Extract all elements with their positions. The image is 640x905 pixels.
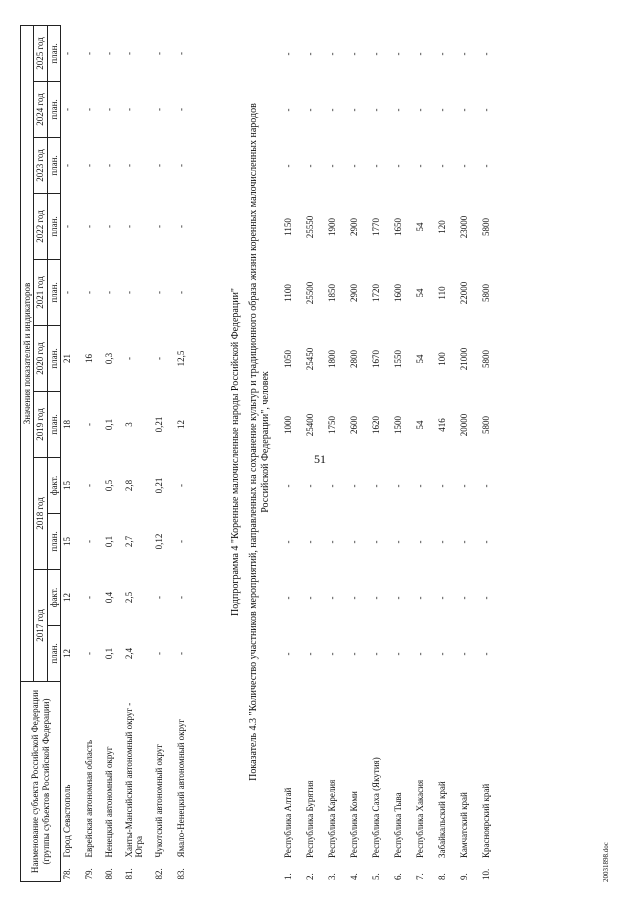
value-cell: 3: [123, 422, 134, 427]
table-row: [414, 26, 436, 882]
region-name: Еврейская автономная область: [83, 740, 94, 858]
value-cell: 1670: [371, 350, 381, 368]
value-cell: -: [393, 540, 403, 544]
value-cell: 2,5: [123, 591, 134, 604]
value-cell: 2900: [349, 218, 359, 236]
row-number: 81.: [123, 868, 134, 880]
table-row: [480, 26, 502, 882]
row-number: 2.: [305, 873, 315, 880]
value-cell: 1500: [393, 416, 403, 434]
table-row: [392, 26, 414, 882]
value-cell: -: [481, 108, 491, 112]
region-name: Ненецкий автономный округ: [103, 746, 114, 858]
header-plan: план.: [47, 137, 60, 193]
value-cell: -: [175, 290, 186, 294]
value-cell: -: [327, 484, 337, 488]
row-number: 6.: [393, 873, 403, 880]
row-number: 7.: [415, 873, 425, 880]
value-cell: -: [83, 163, 94, 167]
indicator-4-3-table: [282, 26, 502, 882]
value-cell: -: [103, 224, 114, 228]
value-cell: 22000: [459, 281, 469, 305]
value-cell: -: [393, 164, 403, 168]
value-cell: -: [83, 51, 94, 55]
value-cell: -: [481, 540, 491, 544]
value-cell: -: [415, 164, 425, 168]
value-cell: -: [459, 52, 469, 56]
value-cell: -: [481, 652, 491, 656]
value-cell: -: [103, 107, 114, 111]
value-cell: -: [153, 356, 164, 360]
value-cell: 0,21: [153, 416, 164, 433]
row-number: 4.: [349, 873, 359, 880]
document-sheet: [20, 22, 620, 882]
value-cell: -: [62, 51, 73, 55]
value-cell: -: [437, 652, 447, 656]
value-cell: -: [123, 290, 134, 294]
value-cell: -: [327, 108, 337, 112]
row-number: 9.: [459, 873, 469, 880]
value-cell: 1000: [283, 416, 293, 434]
region-name: Республика Тыва: [393, 792, 403, 858]
value-cell: -: [349, 652, 359, 656]
value-cell: 5800: [481, 284, 491, 302]
value-cell: -: [349, 540, 359, 544]
value-cell: -: [83, 107, 94, 111]
value-cell: 0,1: [103, 535, 114, 548]
value-cell: -: [415, 540, 425, 544]
value-cell: 23000: [459, 215, 469, 239]
value-cell: 2,4: [123, 647, 134, 660]
value-cell: 0,1: [103, 418, 114, 431]
value-cell: -: [415, 108, 425, 112]
value-cell: -: [305, 164, 315, 168]
header-year: 2018 год: [34, 457, 47, 569]
value-cell: -: [175, 483, 186, 487]
value-cell: 2800: [349, 350, 359, 368]
value-cell: -: [393, 52, 403, 56]
table-row: [326, 26, 348, 882]
row-number: 82.: [153, 868, 164, 880]
row-number: 80.: [103, 868, 114, 880]
table-row: [175, 25, 207, 881]
value-cell: -: [459, 652, 469, 656]
row-number: 3.: [327, 873, 337, 880]
table-row: [458, 26, 480, 882]
region-name: Город Севастополь: [62, 784, 73, 858]
value-cell: -: [175, 595, 186, 599]
value-cell: 120: [437, 220, 447, 234]
table-row: [61, 25, 83, 881]
value-cell: -: [175, 51, 186, 55]
value-cell: -: [327, 164, 337, 168]
value-cell: 54: [415, 420, 425, 430]
value-cell: -: [437, 164, 447, 168]
value-cell: 1100: [283, 284, 293, 302]
table-row: [282, 26, 304, 882]
header-plan: план.: [47, 625, 60, 681]
value-cell: 12,5: [175, 350, 186, 367]
region-name: Республика Коми: [349, 791, 359, 858]
region-name: Республика Хакасия: [415, 779, 425, 858]
value-cell: 0,1: [103, 647, 114, 660]
value-cell: 54: [415, 222, 425, 232]
region-name: Ямало-Ненецкий автономный округ: [175, 718, 186, 858]
value-cell: 25500: [305, 281, 315, 305]
indicator-title: Показатель 4.3 "Количество участников мероприятий, направленных на сохранение культур и традиционного образа жизни коренных малочисленных народов Российской Федерации", человек: [248, 103, 271, 781]
value-cell: 12: [175, 419, 186, 429]
value-cell: -: [175, 539, 186, 543]
value-cell: -: [393, 484, 403, 488]
value-cell: -: [153, 651, 164, 655]
value-cell: -: [481, 164, 491, 168]
region-name: Ханты-Мансийский автономный округ - Югра: [123, 702, 144, 858]
value-cell: -: [83, 539, 94, 543]
value-cell: -: [103, 163, 114, 167]
value-cell: -: [123, 224, 134, 228]
table-body: [282, 26, 502, 882]
value-cell: -: [283, 164, 293, 168]
value-cell: 5800: [481, 218, 491, 236]
value-cell: -: [371, 596, 381, 600]
region-name: Забайкальский край: [437, 781, 447, 858]
value-cell: 0,3: [103, 352, 114, 365]
value-cell: -: [415, 596, 425, 600]
header-plan: план.: [47, 25, 60, 81]
value-cell: -: [83, 224, 94, 228]
value-cell: -: [437, 108, 447, 112]
value-cell: 12: [62, 648, 73, 658]
row-number: 83.: [175, 868, 186, 880]
table-row: [123, 25, 153, 881]
region-name: Республика Карелия: [327, 779, 337, 858]
value-cell: 0,12: [153, 533, 164, 550]
value-cell: 110: [437, 286, 447, 300]
header-values: Значения показателей и индикаторов: [21, 25, 34, 681]
value-cell: -: [371, 52, 381, 56]
row-number: 1.: [283, 873, 293, 880]
page-number: 51: [314, 452, 326, 466]
value-cell: 1900: [327, 218, 337, 236]
value-cell: 5800: [481, 416, 491, 434]
value-cell: 21: [62, 353, 73, 363]
value-cell: 0,5: [103, 479, 114, 492]
header-year: 2021 год: [34, 259, 47, 325]
value-cell: 1050: [283, 350, 293, 368]
value-cell: -: [283, 52, 293, 56]
value-cell: 100: [437, 352, 447, 366]
value-cell: -: [349, 108, 359, 112]
value-cell: 15: [62, 536, 73, 546]
value-cell: 18: [62, 419, 73, 429]
value-cell: -: [327, 52, 337, 56]
value-cell: -: [305, 108, 315, 112]
value-cell: -: [459, 164, 469, 168]
value-cell: -: [305, 596, 315, 600]
value-cell: -: [83, 290, 94, 294]
value-cell: 1800: [327, 350, 337, 368]
table-row: [370, 26, 392, 882]
value-cell: -: [103, 290, 114, 294]
row-number: 5.: [371, 873, 381, 880]
value-cell: -: [327, 652, 337, 656]
value-cell: 16: [83, 353, 94, 363]
document-code: 20031898.doc: [602, 842, 610, 882]
value-cell: -: [83, 422, 94, 426]
value-cell: -: [459, 108, 469, 112]
value-cell: -: [459, 540, 469, 544]
region-name: Республика Алтай: [283, 787, 293, 858]
value-cell: -: [459, 596, 469, 600]
header-year: 2019 год: [34, 391, 47, 457]
value-cell: -: [62, 290, 73, 294]
value-cell: -: [349, 484, 359, 488]
header-plan: план.: [47, 193, 60, 259]
value-cell: -: [305, 652, 315, 656]
rotated-landscape-page: [20, 22, 620, 882]
value-cell: -: [175, 224, 186, 228]
value-cell: 0,4: [103, 591, 114, 604]
header-year: 2020 год: [34, 325, 47, 391]
value-cell: 2900: [349, 284, 359, 302]
header-plan: план.: [47, 391, 60, 457]
header-year: 2025 год: [34, 25, 47, 81]
value-cell: -: [415, 484, 425, 488]
value-cell: 54: [415, 354, 425, 364]
region-name: Красноярский край: [481, 783, 491, 858]
value-cell: -: [283, 484, 293, 488]
value-cell: 54: [415, 288, 425, 298]
region-name: Республика Бурятия: [305, 780, 315, 858]
value-cell: -: [459, 484, 469, 488]
value-cell: -: [123, 163, 134, 167]
value-cell: -: [437, 596, 447, 600]
region-name: Камчатский край: [459, 792, 469, 858]
value-cell: -: [371, 164, 381, 168]
value-cell: -: [481, 52, 491, 56]
row-number: 78.: [62, 868, 73, 880]
value-cell: -: [371, 652, 381, 656]
value-cell: 2600: [349, 416, 359, 434]
value-cell: -: [175, 651, 186, 655]
value-cell: -: [481, 596, 491, 600]
header-plan: план.: [47, 81, 60, 137]
value-cell: -: [283, 652, 293, 656]
subprogram-heading: Подпрограмма 4 "Коренные малочисленные народы Российской Федерации": [230, 287, 241, 617]
value-cell: -: [305, 52, 315, 56]
value-cell: -: [349, 52, 359, 56]
value-cell: 416: [437, 418, 447, 432]
value-cell: 2,7: [123, 535, 134, 548]
value-cell: -: [393, 596, 403, 600]
value-cell: 25400: [305, 413, 315, 437]
value-cell: -: [415, 652, 425, 656]
table-row: [348, 26, 370, 882]
value-cell: -: [327, 540, 337, 544]
value-cell: -: [103, 51, 114, 55]
header-plan: план.: [47, 259, 60, 325]
value-cell: -: [83, 595, 94, 599]
value-cell: -: [123, 51, 134, 55]
value-cell: -: [305, 484, 315, 488]
value-cell: -: [283, 596, 293, 600]
header-year: 2022 год: [34, 193, 47, 259]
value-cell: -: [371, 484, 381, 488]
value-cell: 20000: [459, 413, 469, 437]
table-row: [103, 25, 123, 881]
indicators-table: [20, 25, 207, 882]
value-cell: 21000: [459, 347, 469, 371]
value-cell: 15: [62, 480, 73, 490]
header-year: 2024 год: [34, 81, 47, 137]
value-cell: -: [62, 224, 73, 228]
header-region-name: Наименование субъекта Российской Федерации (группы субъектов Российской Федерации): [21, 681, 61, 881]
value-cell: -: [175, 107, 186, 111]
value-cell: 25450: [305, 347, 315, 371]
value-cell: -: [123, 107, 134, 111]
value-cell: -: [83, 651, 94, 655]
value-cell: 1620: [371, 416, 381, 434]
value-cell: 1850: [327, 284, 337, 302]
value-cell: -: [153, 595, 164, 599]
row-number: 79.: [83, 868, 94, 880]
value-cell: -: [393, 108, 403, 112]
value-cell: 1550: [393, 350, 403, 368]
value-cell: 1750: [327, 416, 337, 434]
value-cell: -: [123, 356, 134, 360]
value-cell: -: [305, 540, 315, 544]
value-cell: 12: [62, 592, 73, 602]
value-cell: -: [153, 290, 164, 294]
value-cell: -: [283, 108, 293, 112]
value-cell: -: [371, 108, 381, 112]
value-cell: 25550: [305, 215, 315, 239]
value-cell: 0,21: [153, 477, 164, 494]
value-cell: -: [437, 540, 447, 544]
header-fact: факт.: [47, 457, 60, 513]
row-number: 10.: [481, 868, 491, 880]
value-cell: -: [62, 163, 73, 167]
value-cell: 1150: [283, 218, 293, 236]
value-cell: -: [437, 484, 447, 488]
value-cell: -: [283, 540, 293, 544]
value-cell: -: [175, 163, 186, 167]
region-name: Чукотский автономный округ: [153, 744, 164, 858]
header-fact: факт.: [47, 569, 60, 625]
value-cell: 5800: [481, 350, 491, 368]
value-cell: 1600: [393, 284, 403, 302]
table-row: [83, 25, 103, 881]
value-cell: -: [349, 164, 359, 168]
header-year: 2017 год: [34, 569, 47, 681]
value-cell: -: [371, 540, 381, 544]
value-cell: 1770: [371, 218, 381, 236]
value-cell: -: [62, 107, 73, 111]
table-body: [61, 25, 207, 881]
value-cell: -: [153, 224, 164, 228]
value-cell: -: [153, 107, 164, 111]
region-name: Республика Саха (Якутия): [371, 757, 381, 858]
value-cell: -: [415, 52, 425, 56]
value-cell: -: [393, 652, 403, 656]
value-cell: -: [83, 483, 94, 487]
value-cell: -: [153, 51, 164, 55]
value-cell: -: [437, 52, 447, 56]
header-plan: план.: [47, 513, 60, 569]
table-row: [436, 26, 458, 882]
value-cell: 2,8: [123, 479, 134, 492]
value-cell: 1650: [393, 218, 403, 236]
value-cell: -: [481, 484, 491, 488]
header-plan: план.: [47, 325, 60, 391]
table-row: [153, 25, 175, 881]
value-cell: -: [349, 596, 359, 600]
row-number: 8.: [437, 873, 447, 880]
value-cell: 1720: [371, 284, 381, 302]
header-year: 2023 год: [34, 137, 47, 193]
value-cell: -: [153, 163, 164, 167]
value-cell: -: [327, 596, 337, 600]
table-row: [304, 26, 326, 882]
